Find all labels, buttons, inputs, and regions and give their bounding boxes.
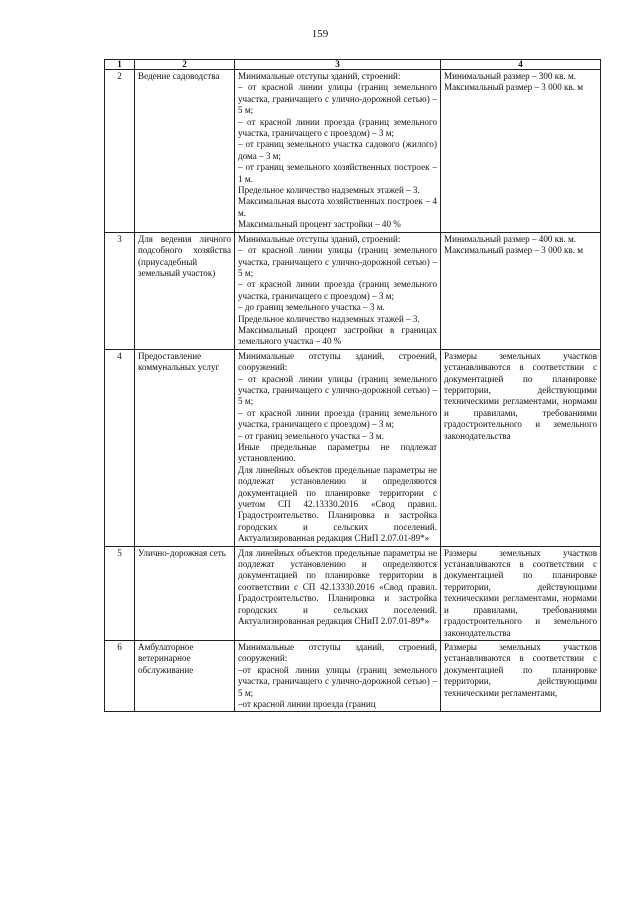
land-use-name: Ведение садоводства [135,70,235,233]
parameter-line: – от красной линии улицы (границ земельного участка, граничащего с улично-дорожной сетью) – 5 м; [238,373,437,407]
table-row [105,349,601,546]
parameter-line: – от красной линии проезда (границ земельного участка, граничащего с проездом) – 3 м; [238,116,437,139]
size-line: Размеры земельных участков устанавливаются в соответствии с документацией по планировке территории, действующими техническими регламентами, нормами и правилами, требованиями градостроительного и земельного законодательства [444,547,597,638]
column-header-1: 1 [105,60,135,70]
size-line: Минимальный размер – 400 кв. м. [444,233,576,244]
column-header-2: 2 [135,60,235,70]
size-line: Размеры земельных участков устанавливаются в соответствии с документацией по планировке территории, действующими техническими регламентами, [444,641,597,698]
parameter-line: Минимальные отступы зданий, строений: [238,233,401,244]
parameter-line: Минимальные отступы зданий, строений: [238,71,401,81]
parameter-line: – от границ земельного участка – 3 м. [238,430,384,441]
parameter-line: Минимальные отступы зданий, строений, сооружений: [238,641,437,664]
parameter-line: – от красной линии проезда (границ земельного участка, граничащего с проездом) – 3 м; [238,407,437,430]
parameter-line: Предельное количество надземных этажей – 3. [238,185,420,196]
building-parameters [235,349,441,546]
parameter-line: –от красной линии проезда (границ [238,698,376,709]
column-header-4: 4 [441,60,601,70]
land-use-name: Амбулаторное ветеринарное обслуживание [135,640,235,711]
parameter-line: Максимальный процент застройки – 40 % [238,219,401,230]
plot-size [441,546,601,640]
parameter-line: Максимальный процент застройки в границах земельного участка – 40 % [238,324,437,347]
parameter-line: – от границ земельного участка садового (жилого) дома – 3 м; [238,139,437,161]
page-number: 159 [311,28,329,40]
building-parameters [235,70,441,233]
row-number: 6 [105,640,135,711]
plot-size [441,640,601,711]
table-row [105,640,601,711]
land-use-name: Для ведения личного подсобного хозяйства (приусадебный земельный участок) [135,232,235,349]
size-line: Размеры земельных участков устанавливаются в соответствии с документацией по планировке территории, действующими техническими регламентами, нормами и правилами, требованиями градостроительного и земельного законодательства [444,350,597,441]
zoning-table [104,59,601,712]
parameter-line: – от красной линии улицы (границ земельного участка, граничащего с улично-дорожной сетью) – 5 м; [238,245,437,278]
row-number: 5 [105,546,135,640]
building-parameters [235,640,441,711]
plot-size [441,232,601,349]
table-row [105,232,601,349]
row-number: 2 [105,70,135,233]
parameter-line: – от красной линии проезда (границ земельного участка, граничащего с проездом) – 3 м; [238,279,437,301]
size-line: Максимальный размер – 3 000 кв. м [444,82,584,93]
building-parameters [235,232,441,349]
table-header-row [105,60,601,70]
land-use-name: Предоставление коммунальных услуг [135,349,235,546]
plot-size [441,70,601,233]
parameter-line: Предельное количество надземных этажей – 3. [238,313,420,324]
parameter-line: Минимальные отступы зданий, строений, сооружений: [238,350,437,373]
land-use-name: Улично-дорожная сеть [135,546,235,640]
parameter-line: Для линейных объектов предельные параметры не подлежат установлению и определяются документацией по планировке территории с учетом СП 42.13330.2016 «Свод правил. Градостроительство. Планировка и застройка городских и сельских поселений. Актуализированная редакция СНиП 2.07.01-89*» [238,464,437,544]
parameter-line: Для линейных объектов предельные параметры не подлежат установлению и определяются документацией по планировке территории в соответствии с СП 42.13330.2016 «Свод правил. Градостроительство. Планировка и застройка городских и сельских поселений. Актуализированная редакция СНиП 2.07.01-89*» [238,547,437,627]
parameter-line: – от красной линии улицы (границ земельного участка, граничащего с улично-дорожной сетью) – 5 м; [238,82,437,116]
row-number: 3 [105,232,135,349]
parameter-line: Иные предельные параметры не подлежат установлению. [238,442,437,464]
building-parameters [235,546,441,640]
parameter-line: –от красной линии улицы (границ земельного участка, граничащего с улично-дорожной сетью) – 5 м; [238,664,437,698]
size-line: Максимальный размер – 3 000 кв. м [444,245,584,256]
plot-size [441,349,601,546]
row-number: 4 [105,349,135,546]
parameter-line: Максимальная высота хозяйственных построек – 4 м. [238,196,437,218]
table-row [105,546,601,640]
size-line: Минимальный размер – 300 кв. м. [444,71,576,81]
table-row [105,70,601,233]
column-header-3: 3 [235,60,441,70]
parameter-line: – от границ земельного хозяйственных построек – 1 м. [238,162,437,184]
parameter-line: – до границ земельного участка – 3 м. [238,302,385,313]
